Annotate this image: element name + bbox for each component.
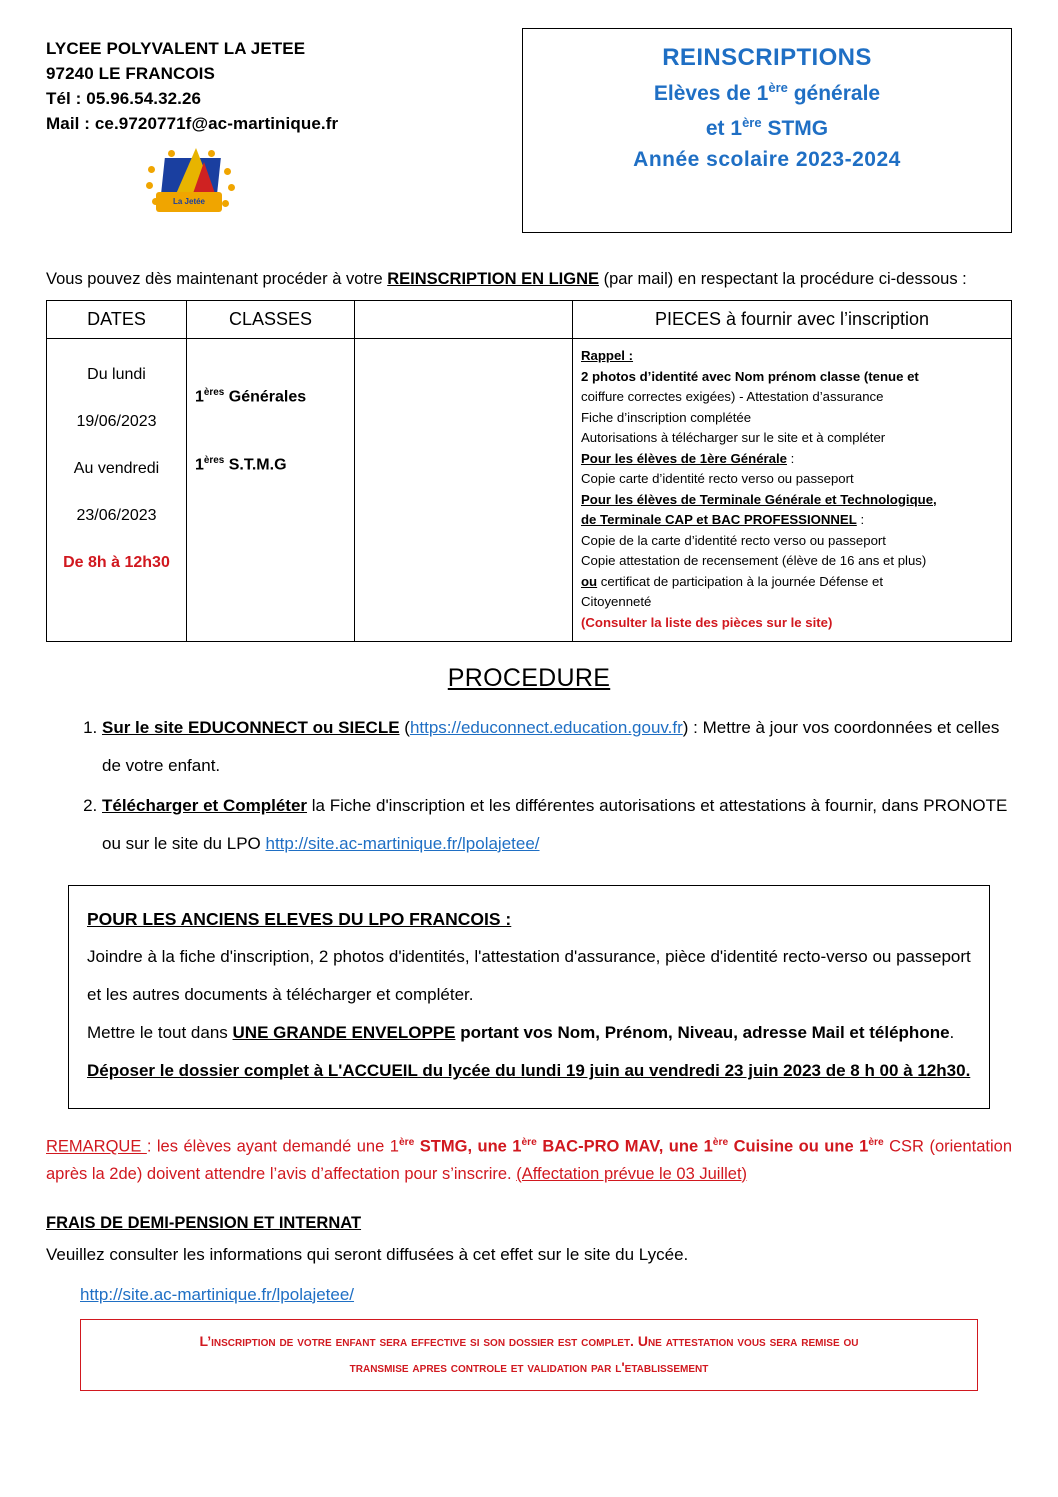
frais-link-wrapper xyxy=(80,1285,1012,1305)
step-2-bold: Télécharger et Compléter xyxy=(102,796,308,815)
procedure-step-2 xyxy=(102,787,1012,863)
pieces-line-11-ou: ou xyxy=(581,573,598,589)
title-line-2-sup: ère xyxy=(768,80,788,95)
table-row xyxy=(47,339,1012,642)
anciens-heading: POUR LES ANCIENS ELEVES DU LPO FRANCOIS : xyxy=(87,909,512,929)
pieces-line-10: Copie attestation de recensement (élève de 16 ans et plus) xyxy=(581,553,927,568)
logo-band xyxy=(156,192,222,212)
title-line-2-a: Elèves de 1 xyxy=(653,82,769,105)
date-start-value: 19/06/2023 xyxy=(76,413,157,430)
date-start-label: Du lundi xyxy=(87,366,146,383)
procedure-step-1 xyxy=(102,709,1012,785)
title-line-2-b: générale xyxy=(787,82,881,105)
remarque-text-e: CSR (orientation après la 2de) doivent attendre l’avis d’affectation pour s’inscrire. xyxy=(46,1137,1012,1183)
pieces-line-13: (Consulter la liste des pièces sur le site) xyxy=(581,614,833,630)
table-header-row xyxy=(47,301,1012,339)
educonnect-link[interactable]: https://educonnect.education.gouv.fr xyxy=(409,718,683,737)
date-end-value: 23/06/2023 xyxy=(76,507,157,524)
remarque-label: REMARQUE xyxy=(46,1137,147,1156)
table-header-pieces: PIECES à fournir avec l’inscription xyxy=(573,301,1012,339)
remarque-text-b: STMG, une 1 xyxy=(414,1137,522,1156)
title-box xyxy=(522,28,1012,233)
title-line-3-b: STMG xyxy=(761,117,829,140)
school-logo-icon xyxy=(146,146,238,224)
pieces-line-6: Copie carte d’identité recto verso ou passeport xyxy=(581,471,854,486)
class-stmg-sup: ères xyxy=(203,455,225,467)
pieces-line-11-rest: certificat de participation à la journée Défense et xyxy=(597,573,884,589)
remarque-text-c: BAC-PRO MAV, une 1 xyxy=(536,1137,713,1156)
table-header-dates: DATES xyxy=(47,301,187,339)
pieces-line-5 xyxy=(581,449,1003,470)
pieces-line-7: Pour les élèves de Terminale Générale et Technologique, xyxy=(581,491,937,507)
procedure-heading: PROCEDURE xyxy=(447,664,611,692)
title-line-3-sup: ère xyxy=(742,115,762,130)
final-notice-line-2: transmise apres controle et validation par l'etablissement xyxy=(349,1358,709,1375)
step-1-rest: : Mettre à jour vos coordonnées et celles de votre enfant. xyxy=(102,718,1000,775)
anciens-p2-end: . xyxy=(949,1023,955,1042)
pieces-line-11 xyxy=(581,572,1003,593)
pieces-line-1: 2 photos d’identité avec Nom prénom classe (tenue et xyxy=(581,368,919,384)
remarque-paragraph xyxy=(46,1129,1012,1188)
step-2-rest: la Fiche d'inscription et les différentes autorisations et attestations à fournir, dans PRONOTE ou sur le site du LPO xyxy=(102,796,1008,853)
lpo-site-link[interactable]: http://site.ac-martinique.fr/lpolajetee/ xyxy=(265,834,540,853)
cell-pieces xyxy=(573,339,1012,642)
anciens-p2-bold: UNE GRANDE ENVELOPPE xyxy=(232,1023,456,1042)
class-generale: 1ères Générales xyxy=(195,387,307,406)
intro-emphasis: REINSCRIPTION EN LIGNE xyxy=(387,270,599,288)
school-phone: Tél : 05.96.54.32.26 xyxy=(46,89,202,108)
step-1-bold: Sur le site EDUCONNECT ou SIECLE xyxy=(102,718,400,737)
step-1-paren-open: ( xyxy=(399,718,410,737)
date-end-label: Au vendredi xyxy=(73,460,160,477)
school-info-block xyxy=(46,28,466,224)
anciens-eleves-box xyxy=(68,885,990,1109)
class-stmg-label: S.T.M.G xyxy=(224,456,287,474)
anciens-paragraph-1: Joindre à la fiche d'inscription, 2 photos d'identités, l'attestation d'assurance, pièce d'identité recto-verso ou passeport et les autres documents à télécharger et compléter. xyxy=(87,947,971,1004)
frais-site-link[interactable]: http://site.ac-martinique.fr/lpolajetee/ xyxy=(80,1284,355,1304)
remarque-sup-3: ère xyxy=(712,1137,729,1148)
school-name: LYCEE POLYVALENT LA JETEE xyxy=(46,39,306,58)
registration-table xyxy=(46,300,1012,642)
cell-classes xyxy=(187,339,355,642)
intro-after: (par mail) en respectant la procédure ci-dessous : xyxy=(599,270,967,288)
step-1-paren-close: ) xyxy=(682,718,689,737)
school-postal: 97240 LE FRANCOIS xyxy=(46,64,215,83)
cell-dates xyxy=(47,339,187,642)
table-header-classes: CLASSES xyxy=(187,301,355,339)
pieces-line-5-underline: Pour les élèves de 1ère Générale xyxy=(581,450,787,466)
pieces-line-4: Autorisations à télécharger sur le site et à compléter xyxy=(581,430,886,445)
remarque-sup-1: ère xyxy=(398,1137,415,1148)
anciens-p2-before: Mettre le tout dans xyxy=(87,1023,233,1042)
title-line-2 xyxy=(533,73,1001,108)
pieces-line-2: coiffure correctes exigées) - Attestation d’assurance xyxy=(581,389,884,404)
pieces-line-8-end: : xyxy=(856,512,865,527)
logo-band-text: La Jetée xyxy=(172,197,206,206)
school-mail: Mail : ce.9720771f@ac-martinique.fr xyxy=(46,114,339,133)
cell-blank xyxy=(355,339,573,642)
class-stmg: 1ères S.T.M.G xyxy=(195,455,287,474)
remarque-text-d: Cuisine ou une 1 xyxy=(728,1137,869,1156)
document-header xyxy=(46,28,1012,233)
intro-paragraph xyxy=(46,267,1012,292)
title-line-3-a: et 1 xyxy=(705,117,743,140)
procedure-steps xyxy=(46,709,1012,863)
remarque-text-a: : les élèves ayant demandé une 1 xyxy=(146,1137,399,1156)
anciens-p2-after: portant vos Nom, Prénom, Niveau, adresse Mail et téléphone xyxy=(455,1023,950,1042)
table-header-blank xyxy=(355,301,573,339)
intro-before: Vous pouvez dès maintenant procéder à votre xyxy=(46,270,388,288)
title-reinscriptions: REINSCRIPTIONS xyxy=(662,44,872,71)
anciens-paragraph-3: Déposer le dossier complet à L'ACCUEIL du lycée du lundi 19 juin au vendredi 23 juin 2023 de 8 h 00 à 12h30. xyxy=(87,1061,971,1080)
remarque-sup-4: ère xyxy=(868,1137,884,1148)
pieces-line-8 xyxy=(581,510,1003,531)
class-generale-label: Générales xyxy=(224,388,307,406)
pieces-line-9: Copie de la carte d’identité recto verso ou passeport xyxy=(581,532,886,548)
anciens-paragraph-2 xyxy=(87,1014,971,1052)
frais-title: FRAIS DE DEMI-PENSION ET INTERNAT xyxy=(46,1213,362,1232)
pieces-line-5-end: : xyxy=(787,450,795,466)
remarque-affectation: (Affectation prévue le 03 Juillet) xyxy=(516,1164,748,1183)
final-notice-line-1: L’inscription de votre enfant sera effective si son dossier est complet. Une attestation vous sera remise ou xyxy=(199,1332,859,1349)
title-line-3 xyxy=(533,108,1001,143)
class-generale-sup: ères xyxy=(203,387,225,398)
pieces-line-12: Citoyenneté xyxy=(581,594,652,609)
date-hours: De 8h à 12h30 xyxy=(63,554,170,571)
pieces-line-3: Fiche d’inscription complétée xyxy=(581,409,752,425)
final-notice-box xyxy=(80,1319,978,1391)
remarque-sup-2: ère xyxy=(521,1137,537,1148)
pieces-rappel-label: Rappel : xyxy=(581,348,634,363)
frais-text: Veuillez consulter les informations qui seront diffusées à cet effet sur le site du Lycée. xyxy=(46,1244,689,1264)
title-school-year: Année scolaire 2023-2024 xyxy=(633,148,901,171)
pieces-line-8-underline: de Terminale CAP et BAC PROFESSIONNEL xyxy=(581,512,857,527)
